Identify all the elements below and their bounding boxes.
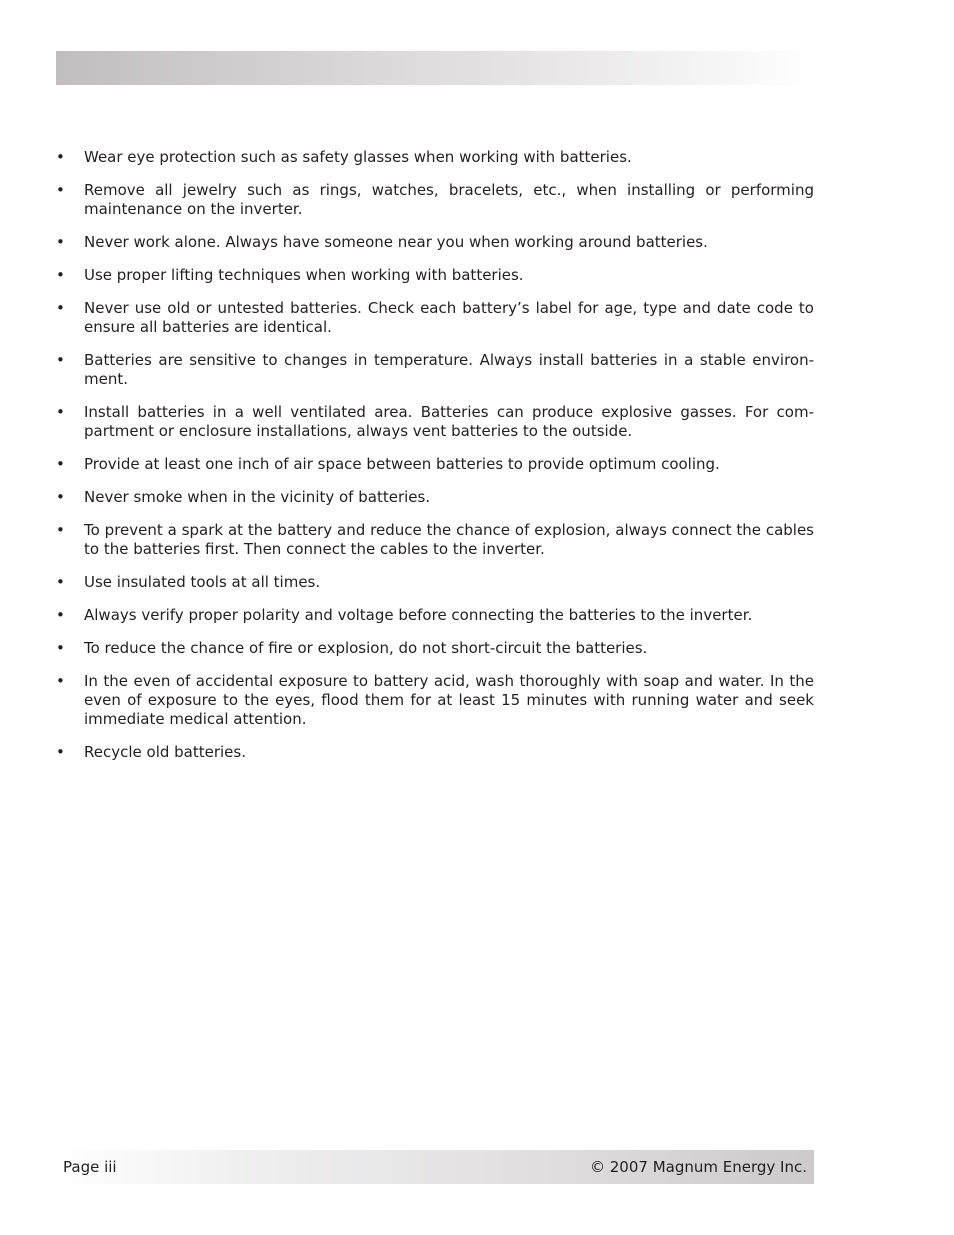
list-item-text: Remove all jewelry such as rings, watches, bracelets, etc., when installing or performing maintenance on the inverter. [84, 181, 814, 218]
bullet-icon: • [56, 233, 65, 251]
bullet-icon: • [56, 148, 65, 166]
copyright-notice: © 2007 Magnum Energy Inc. [590, 1158, 807, 1176]
list-item-text: Batteries are sensitive to changes in temperature. Always install batteries in a stable environ-ment. [84, 351, 814, 388]
list-item-text: Never use old or untested batteries. Check each battery’s label for age, type and date code to ensure all batteries are identical. [84, 299, 814, 336]
header-band [56, 51, 816, 85]
list-item [56, 148, 814, 167]
list-item [56, 299, 814, 337]
list-item-text: Install batteries in a well ventilated area. Batteries can produce explosive gasses. For com-partment or enclosure installations, always vent batteries to the outside. [84, 403, 814, 440]
page-number: Page iii [63, 1158, 117, 1176]
bullet-icon: • [56, 181, 65, 199]
list-item-text: In the even of accidental exposure to battery acid, wash thoroughly with soap and water. In the even of exposure to the eyes, flood them for at least 15 minutes with running water and seek immediate medical attention. [84, 672, 814, 728]
bullet-icon: • [56, 573, 65, 591]
list-item-text: Always verify proper polarity and voltage before connecting the batteries to the inverter. [84, 606, 753, 624]
list-item [56, 672, 814, 729]
list-item-text: Provide at least one inch of air space between batteries to provide optimum cooling. [84, 455, 720, 473]
list-item-text: Never work alone. Always have someone near you when working around batteries. [84, 233, 708, 251]
list-item-text: Wear eye protection such as safety glasses when working with batteries. [84, 148, 632, 166]
list-item [56, 266, 814, 285]
list-item-text: Use proper lifting techniques when working with batteries. [84, 266, 524, 284]
bullet-icon: • [56, 606, 65, 624]
list-item [56, 403, 814, 441]
list-item-text: Never smoke when in the vicinity of batteries. [84, 488, 431, 506]
list-item-text: To reduce the chance of fire or explosion, do not short-circuit the batteries. [84, 639, 648, 657]
safety-bullet-list [56, 148, 814, 776]
list-item-text: Use insulated tools at all times. [84, 573, 321, 591]
bullet-icon: • [56, 639, 65, 657]
bullet-icon: • [56, 488, 65, 506]
list-item [56, 639, 814, 658]
bullet-icon: • [56, 266, 65, 284]
list-item [56, 233, 814, 252]
list-item [56, 455, 814, 474]
list-item [56, 743, 814, 762]
bullet-icon: • [56, 299, 65, 317]
bullet-icon: • [56, 351, 65, 369]
list-item [56, 573, 814, 592]
list-item [56, 521, 814, 559]
footer-band [56, 1150, 814, 1184]
list-item [56, 488, 814, 507]
list-item [56, 351, 814, 389]
bullet-icon: • [56, 743, 65, 761]
list-item [56, 606, 814, 625]
list-item-text: Recycle old batteries. [84, 743, 246, 761]
bullet-icon: • [56, 455, 65, 473]
bullet-icon: • [56, 672, 65, 690]
list-item-text: To prevent a spark at the battery and reduce the chance of explosion, always connect the cables to the batteries first. Then connect the cables to the inverter. [84, 521, 814, 558]
bullet-icon: • [56, 521, 65, 539]
list-item [56, 181, 814, 219]
bullet-icon: • [56, 403, 65, 421]
